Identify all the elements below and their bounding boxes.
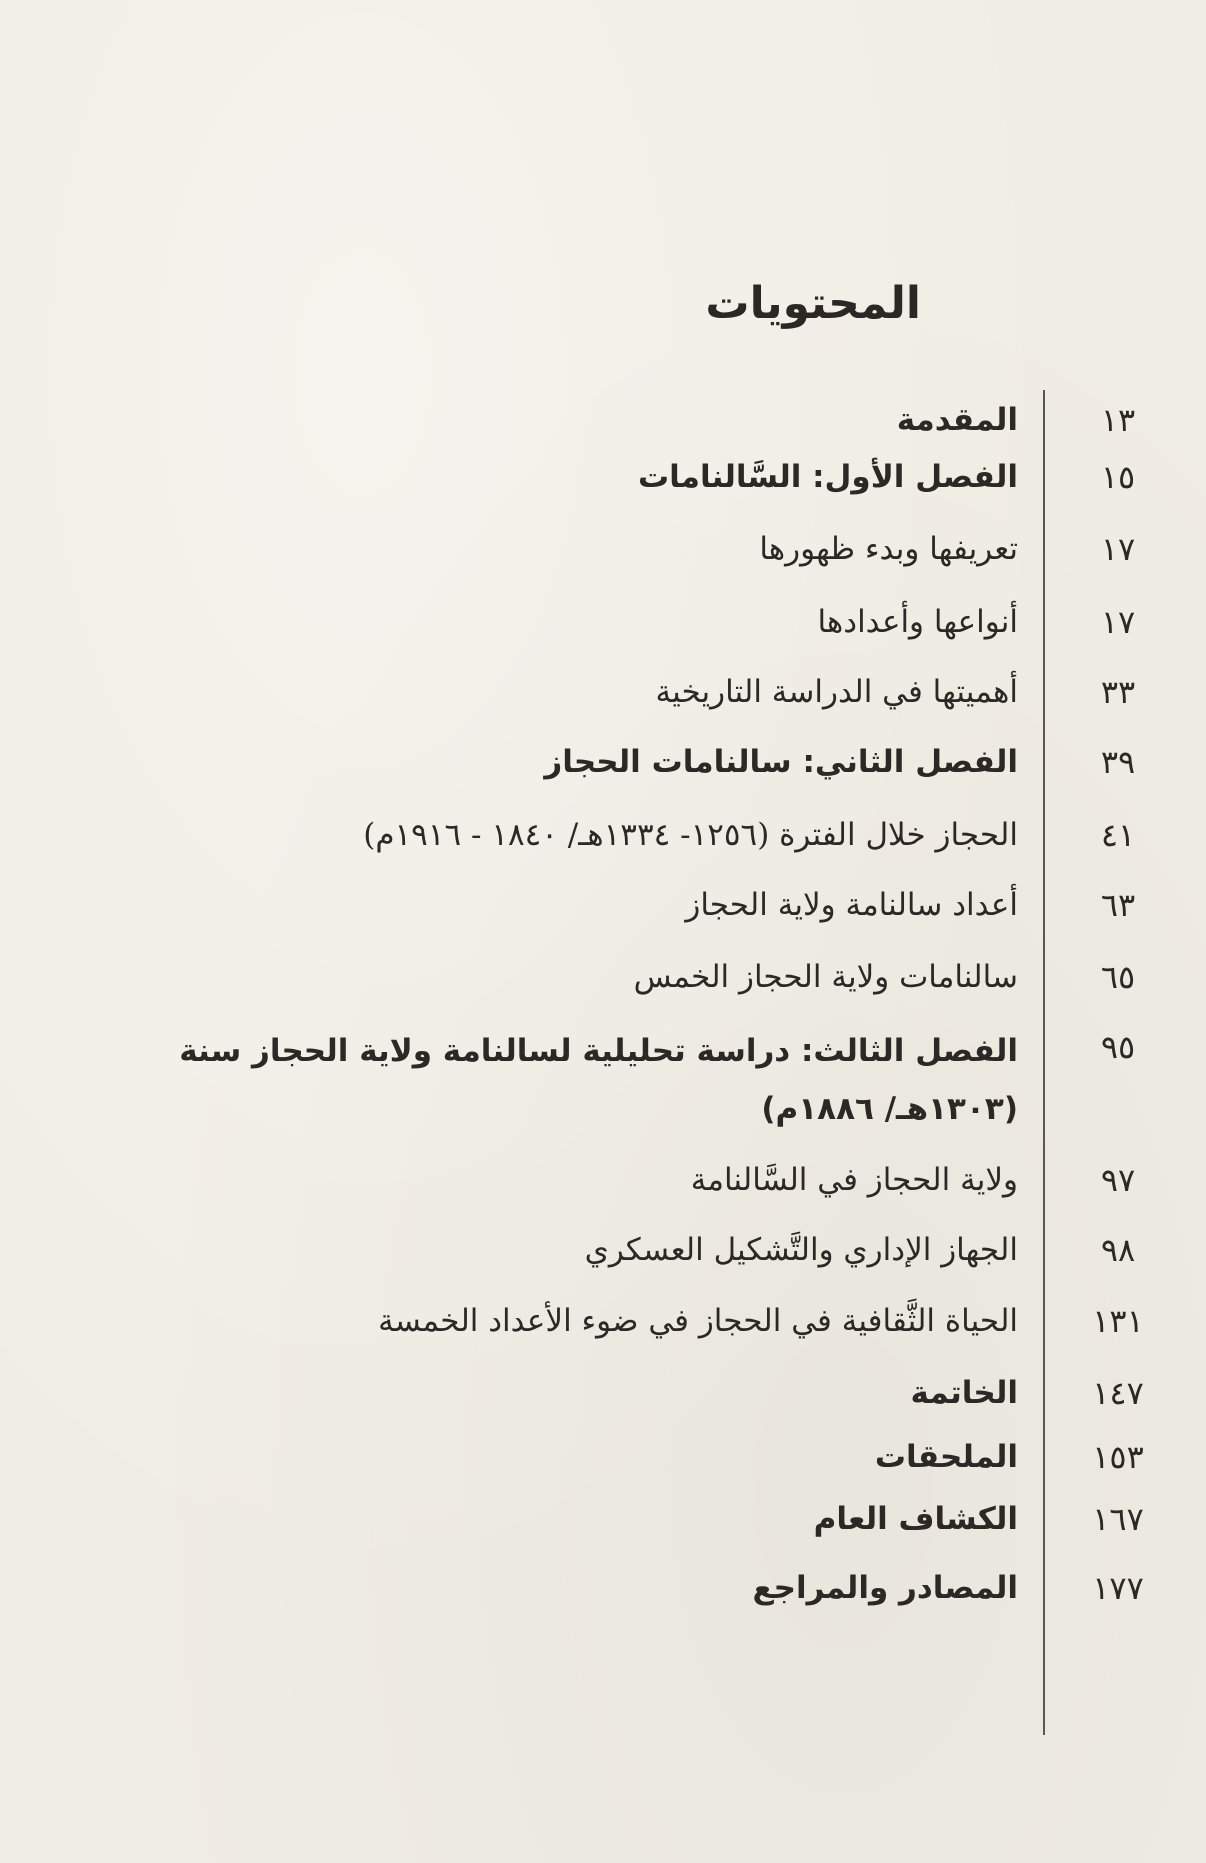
- entry-title: تعريفها وبدء ظهورها: [759, 531, 1018, 567]
- toc-entry[interactable]: [0, 952, 1206, 1002]
- toc-entry[interactable]: [0, 810, 1206, 860]
- entry-title: الفصل الثاني: سالنامات الحجاز: [544, 744, 1018, 780]
- entry-title: الملحقات: [874, 1439, 1018, 1475]
- toc-entry[interactable]: [0, 880, 1206, 930]
- entry-title: الفصل الأول: السَّالنامات: [637, 459, 1018, 495]
- toc-entry[interactable]: [0, 1432, 1206, 1482]
- entry-page-number: ٤١: [1100, 816, 1136, 854]
- toc-entry[interactable]: [0, 1155, 1206, 1205]
- entry-page-number: ١٧٧: [1092, 1569, 1144, 1607]
- entry-title: المصادر والمراجع: [752, 1570, 1018, 1606]
- entry-page-number: ١٣١: [1092, 1302, 1144, 1340]
- entry-page-number: ١٧: [1100, 530, 1136, 568]
- toc-entry[interactable]: [0, 452, 1206, 502]
- entry-title: ولاية الحجاز في السَّالنامة: [690, 1162, 1018, 1198]
- entry-title: أعداد سالنامة ولاية الحجاز: [685, 887, 1018, 923]
- entry-page-number: ٦٥: [1100, 958, 1136, 996]
- entry-page-number: ١٧: [1100, 603, 1136, 641]
- toc-entry[interactable]: [0, 1563, 1206, 1613]
- entry-page-number: ٦٣: [1100, 886, 1136, 924]
- toc-entry[interactable]: [0, 667, 1206, 717]
- entry-title: أهميتها في الدراسة التاريخية: [655, 674, 1018, 710]
- entry-page-number: ٣٣: [1100, 673, 1136, 711]
- entry-title: المقدمة: [896, 402, 1018, 438]
- entry-page-number: ١٥: [1100, 458, 1136, 496]
- entry-page-number: ٣٩: [1100, 743, 1136, 781]
- entry-page-number: ٩٨: [1100, 1231, 1136, 1269]
- toc-entry[interactable]: [0, 737, 1206, 787]
- toc-entry[interactable]: [0, 1022, 1206, 1138]
- toc-entry[interactable]: [0, 395, 1206, 445]
- entry-page-number: ٩٧: [1100, 1161, 1136, 1199]
- entry-page-number: ١٦٧: [1092, 1500, 1144, 1538]
- entry-title: الجهاز الإداري والتَّشكيل العسكري: [584, 1232, 1018, 1268]
- entry-title: سالنامات ولاية الحجاز الخمس: [633, 959, 1018, 995]
- entry-title: الخاتمة: [910, 1375, 1018, 1411]
- toc-entry[interactable]: [0, 597, 1206, 647]
- entry-page-number: ٩٥: [1100, 1028, 1136, 1066]
- entry-page-number: ١٣: [1100, 401, 1136, 439]
- entry-title: أنواعها وأعدادها: [817, 604, 1018, 640]
- entry-title: الحجاز خلال الفترة (١٢٥٦- ١٣٣٤هـ/ ١٨٤٠ - ١٩١٦م): [363, 817, 1018, 853]
- toc-entry[interactable]: [0, 1494, 1206, 1544]
- entry-page-number: ١٥٣: [1092, 1438, 1144, 1476]
- entry-title: الفصل الثالث: دراسة تحليلية لسالنامة ولاية الحجاز سنة (١٣٠٣هـ/ ١٨٨٦م): [179, 1033, 1018, 1127]
- page-title: المحتويات: [705, 278, 921, 329]
- entry-title: الحياة الثَّقافية في الحجاز في ضوء الأعداد الخمسة: [378, 1303, 1018, 1339]
- toc-entry[interactable]: [0, 1225, 1206, 1275]
- toc-entry[interactable]: [0, 1368, 1206, 1418]
- toc-entry[interactable]: [0, 1296, 1206, 1346]
- entry-title: الكشاف العام: [813, 1501, 1018, 1537]
- toc-entry[interactable]: [0, 524, 1206, 574]
- entry-page-number: ١٤٧: [1092, 1374, 1144, 1412]
